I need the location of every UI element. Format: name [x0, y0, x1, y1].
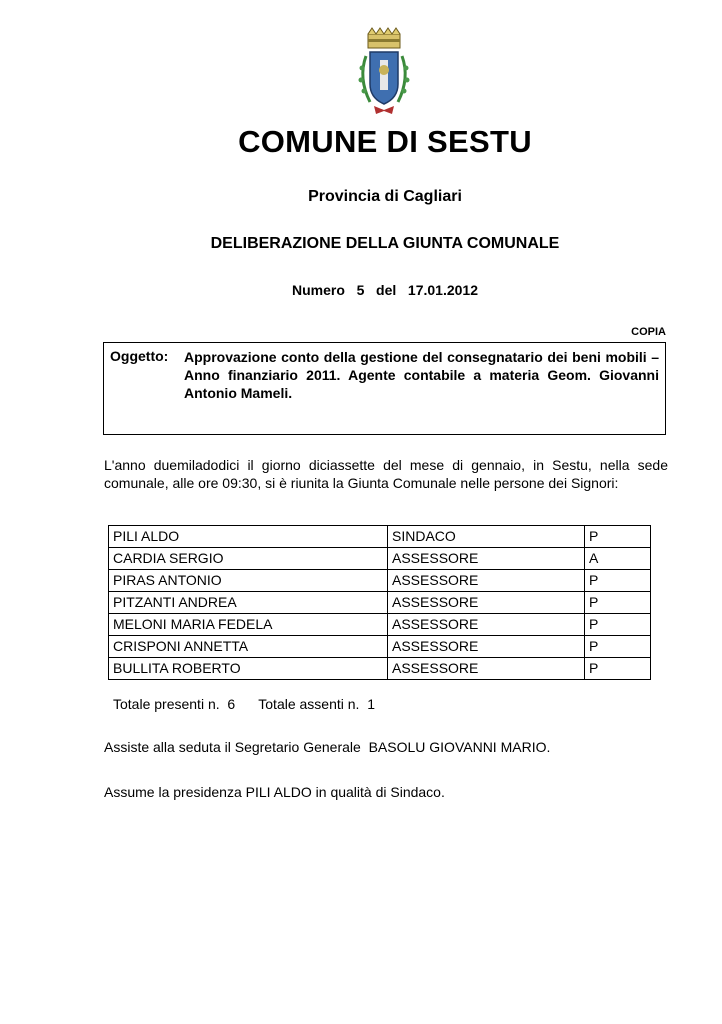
- presidency-statement: Assume la presidenza PILI ALDO in qualità di Sindaco.: [104, 784, 445, 800]
- member-role: ASSESSORE: [388, 658, 585, 680]
- table-row: [109, 570, 651, 592]
- table-row: [109, 548, 651, 570]
- member-attendance: P: [585, 526, 651, 548]
- subject-box: [103, 342, 666, 435]
- municipality-title: COMUNE DI SESTU: [238, 124, 532, 159]
- subject-text: Approvazione conto della gestione del consegnatario dei beni mobili – Anno finanziario 2011. Agente contabile a materia Geom. Giovanni Antonio Mameli.: [184, 349, 659, 401]
- member-role: ASSESSORE: [388, 548, 585, 570]
- table-row: [109, 636, 651, 658]
- member-attendance: P: [585, 570, 651, 592]
- member-name: PITZANTI ANDREA: [109, 592, 388, 614]
- member-role: ASSESSORE: [388, 636, 585, 658]
- member-name: BULLITA ROBERTO: [109, 658, 388, 680]
- secretary-statement: Assiste alla seduta il Segretario Generale BASOLU GIOVANNI MARIO.: [104, 739, 551, 755]
- deliberation-number-date: Numero 5 del 17.01.2012: [292, 282, 478, 298]
- table-row: [109, 526, 651, 548]
- municipal-coat-of-arms-icon: [352, 26, 416, 118]
- document-type-heading: DELIBERAZIONE DELLA GIUNTA COMUNALE: [210, 235, 560, 252]
- subject-label: Oggetto:: [110, 348, 169, 364]
- member-attendance: A: [585, 548, 651, 570]
- member-attendance: P: [585, 614, 651, 636]
- member-role: ASSESSORE: [388, 592, 585, 614]
- table-row: [109, 592, 651, 614]
- table-row: [109, 614, 651, 636]
- member-role: SINDACO: [388, 526, 585, 548]
- province-name: Provincia di Cagliari: [308, 188, 462, 205]
- attendance-totals: Totale presenti n. 6 Totale assenti n. 1: [113, 696, 376, 712]
- table-row: [109, 658, 651, 680]
- member-role: ASSESSORE: [388, 614, 585, 636]
- copy-label: COPIA: [631, 326, 666, 338]
- member-name: PIRAS ANTONIO: [109, 570, 388, 592]
- member-name: CARDIA SERGIO: [109, 548, 388, 570]
- council-members-table: [108, 525, 651, 680]
- session-intro-paragraph: L'anno duemiladodici il giorno diciassette del mese di gennaio, in Sestu, nella sede comunale, alle ore 09:30, si è riunita la Giunta Comunale nelle persone dei Signori:: [104, 457, 668, 491]
- member-role: ASSESSORE: [388, 570, 585, 592]
- member-name: PILI ALDO: [109, 526, 388, 548]
- member-name: CRISPONI ANNETTA: [109, 636, 388, 658]
- member-attendance: P: [585, 658, 651, 680]
- member-attendance: P: [585, 636, 651, 658]
- member-name: MELONI MARIA FEDELA: [109, 614, 388, 636]
- member-attendance: P: [585, 592, 651, 614]
